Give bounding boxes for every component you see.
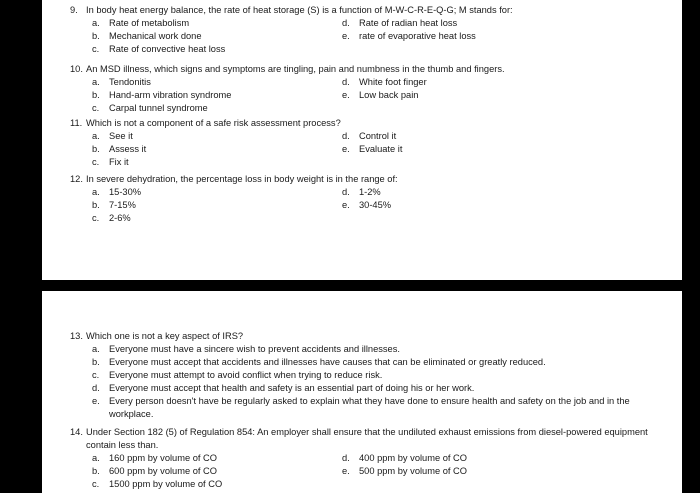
option-e: e. Low back pain [342, 90, 419, 100]
question-number: 9. [70, 5, 78, 15]
option-a: a. Tendonitis [92, 77, 151, 87]
option-d: d. White foot finger [342, 77, 427, 87]
question-number: 13. [70, 331, 83, 341]
question-stem [72, 117, 667, 130]
question-text: In body heat energy balance, the rate of heat storage (S) is a function of M-W-C-R-E-Q-G; M stands for: [86, 5, 513, 15]
question-number: 10. [70, 64, 83, 74]
question-stem [72, 4, 667, 17]
question-10 [72, 63, 667, 115]
option-c: c. Rate of convective heat loss [92, 44, 226, 54]
option-a: a. 15-30% [92, 187, 142, 197]
question-14 [72, 426, 667, 491]
question-text: Which is not a component of a safe risk assessment process? [86, 118, 341, 128]
question-text: Under Section 182 (5) of Regulation 854: An employer shall ensure that the undiluted exhaust emissions from diesel-powered equipment contain less than. [86, 427, 648, 450]
question-12 [72, 173, 667, 225]
option-e: e. rate of evaporative heat loss [342, 31, 476, 41]
option-e: e. 30-45% [342, 200, 392, 210]
question-stem [72, 63, 667, 76]
option-e: e. 500 ppm by volume of CO [342, 466, 467, 476]
option-d: d. 1-2% [342, 187, 381, 197]
question-text: In severe dehydration, the percentage loss in body weight is in the range of: [86, 174, 398, 184]
question-number: 11. [70, 118, 83, 128]
option-a: a. See it [92, 131, 133, 141]
option-c: c. Fix it [92, 157, 129, 167]
option-c: c. Everyone must attempt to avoid conflict when trying to reduce risk. [92, 370, 383, 380]
question-9 [72, 4, 667, 56]
option-b: b. Everyone must accept that accidents and illnesses have causes that can be eliminated or greatly reduced. [92, 357, 546, 367]
option-d: d. Everyone must accept that health and safety is an essential part of doing his or her work. [92, 383, 475, 393]
option-b: b. 7-15% [92, 200, 136, 210]
option-a: a. Rate of metabolism [92, 18, 190, 28]
option-c: c. 1500 ppm by volume of CO [92, 479, 223, 489]
option-e: e. Evaluate it [342, 144, 403, 154]
option-b: b. Assess it [92, 144, 147, 154]
question-stem [72, 173, 667, 186]
document-page-1 [42, 0, 682, 280]
question-text: An MSD illness, which signs and symptoms are tingling, pain and numbness in the thumb and fingers. [86, 64, 505, 74]
option-c: c. Carpal tunnel syndrome [92, 103, 208, 113]
option-list [92, 343, 667, 421]
option-e: e. Every person doesn't have be regularly asked to explain what they have done to ensure health and safety on the job and in the workplace. [92, 396, 630, 419]
question-stem [72, 426, 667, 452]
question-11 [72, 117, 667, 169]
option-b: b. Hand-arm vibration syndrome [92, 90, 232, 100]
option-b: b. Mechanical work done [92, 31, 202, 41]
question-stem [72, 330, 667, 343]
question-13 [72, 330, 667, 421]
document-page-2 [42, 291, 682, 493]
option-a: a. Everyone must have a sincere wish to prevent accidents and illnesses. [92, 344, 400, 354]
option-d: d. Control it [342, 131, 397, 141]
question-number: 14. [70, 427, 83, 437]
option-a: a. 160 ppm by volume of CO [92, 453, 217, 463]
option-d: d. 400 ppm by volume of CO [342, 453, 467, 463]
option-b: b. 600 ppm by volume of CO [92, 466, 217, 476]
option-d: d. Rate of radian heat loss [342, 18, 458, 28]
question-number: 12. [70, 174, 83, 184]
option-c: c. 2-6% [92, 213, 131, 223]
question-text: Which one is not a key aspect of IRS? [86, 331, 244, 341]
